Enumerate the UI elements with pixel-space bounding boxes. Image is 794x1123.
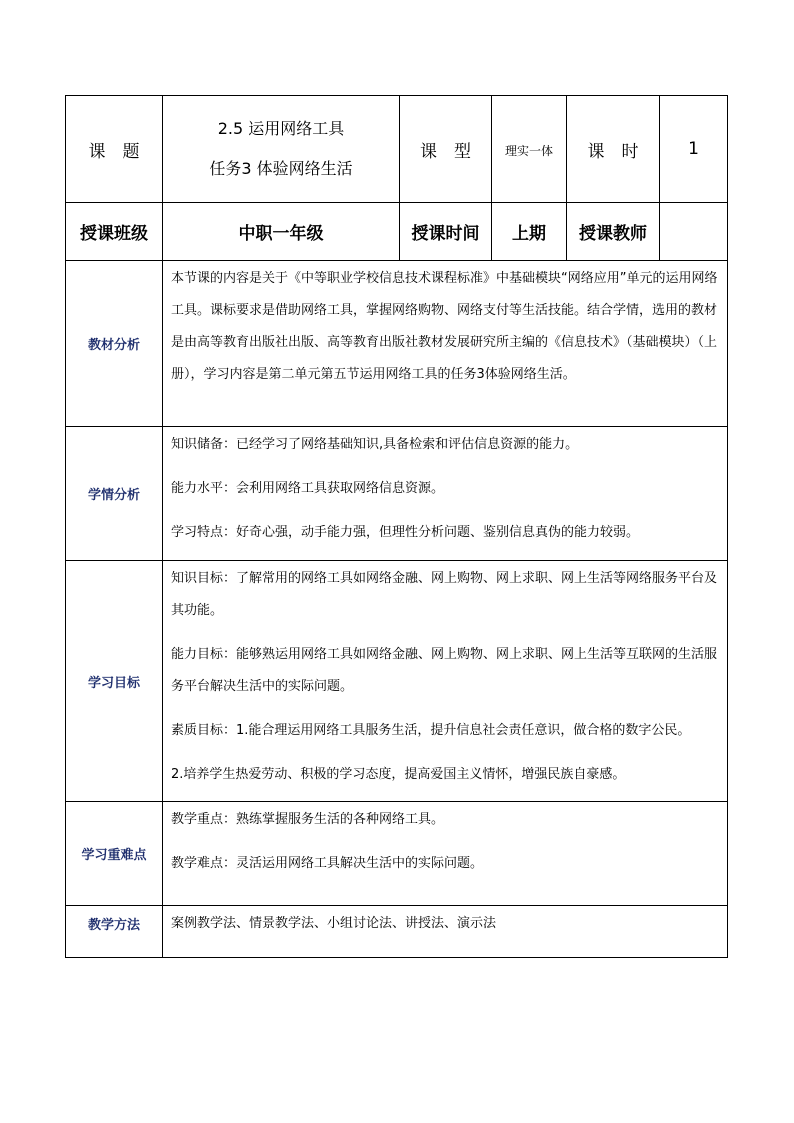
goals-text-cell [163, 561, 728, 802]
lesson-plan-table [65, 95, 728, 958]
keypoints-row [66, 802, 728, 906]
students-traits: 学习特点：好奇心强，动手能力强，但理性分析问题、鉴别信息真伪的能力较弱。 [171, 525, 640, 540]
info-row [66, 203, 728, 261]
course-title [163, 96, 400, 203]
type-value: 理实一体 [492, 96, 567, 203]
goals-row [66, 561, 728, 802]
students-knowledge: 知识储备：已经学习了网络基础知识,具备检索和评估信息资源的能力。 [171, 437, 579, 452]
students-ability: 能力水平：会利用网络工具获取网络信息资源。 [171, 481, 445, 496]
keypoints-label: 学习重难点 [66, 802, 163, 906]
methods-text-cell [163, 906, 728, 958]
teacher-value [660, 203, 728, 261]
goals-label: 学习目标 [66, 561, 163, 802]
goals-quality: 素质目标：1.能合理运用网络工具服务生活，提升信息社会责任意识，做合格的数字公民。 [171, 723, 691, 738]
hours-label: 课 时 [567, 96, 660, 203]
type-label: 课 型 [400, 96, 492, 203]
header-row [66, 96, 728, 203]
class-value: 中职一年级 [163, 203, 400, 261]
students-label: 学情分析 [66, 427, 163, 561]
methods-row [66, 906, 728, 958]
material-label: 教材分析 [66, 261, 163, 427]
material-text-cell [163, 261, 728, 427]
hours-value: 1 [660, 96, 728, 203]
goals-quality-2: 2.培养学生热爱劳动、积极的学习态度，提高爱国主义情怀，增强民族自豪感。 [171, 767, 626, 782]
time-value: 上期 [492, 203, 567, 261]
teacher-label: 授课教师 [567, 203, 660, 261]
course-title-line2: 任务3 体验网络生活 [209, 159, 353, 178]
students-text-cell [163, 427, 728, 561]
course-title-line1: 2.5 运用网络工具 [217, 119, 345, 138]
keypoints-difficulty: 教学难点：灵活运用网络工具解决生活中的实际问题。 [171, 856, 484, 871]
methods-text: 案例教学法、情景教学法、小组讨论法、讲授法、演示法 [171, 916, 497, 931]
keypoints-focus: 教学重点：熟练掌握服务生活的各种网络工具。 [171, 812, 445, 827]
class-label: 授课班级 [66, 203, 163, 261]
goals-ability: 能力目标：能够熟运用网络工具如网络金融、网上购物、网上求职、网上生活等互联网的生活服务平台解决生活中的实际问题。 [171, 647, 718, 694]
time-label: 授课时间 [400, 203, 492, 261]
material-text: 本节课的内容是关于《中等职业学校信息技术课程标准》中基础模块“网络应用”单元的运用网络工具。课标要求是借助网络工具，掌握网络购物、网络支付等生活技能。结合学情，选用的教材是由高等教育出版社出版、高等教育出版社教材发展研究所主编的《信息技术》（基础模块）（上册），学习内容是第二单元第五节运用网络工具的任务3体验网络生活。 [171, 271, 718, 382]
keypoints-text-cell [163, 802, 728, 906]
course-label: 课 题 [66, 96, 163, 203]
goals-knowledge: 知识目标：了解常用的网络工具如网络金融、网上购物、网上求职、网上生活等网络服务平台及其功能。 [171, 571, 718, 618]
methods-label: 教学方法 [66, 906, 163, 958]
students-row [66, 427, 728, 561]
material-row [66, 261, 728, 427]
